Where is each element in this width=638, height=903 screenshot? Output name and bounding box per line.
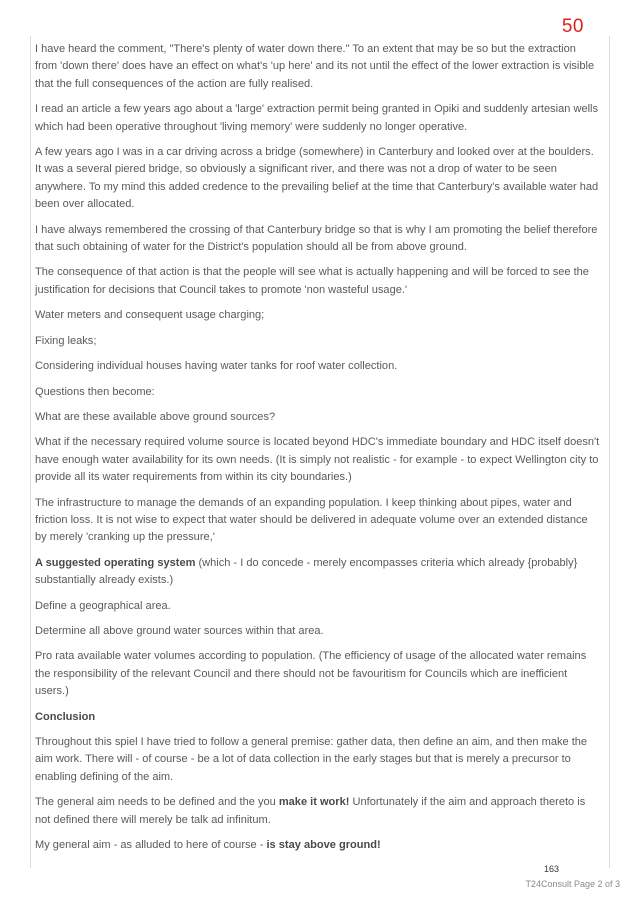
- paragraph: A few years ago I was in a car driving across a bridge (somewhere) in Canterbury and looked over at the boulders. It was a several piered bridge, so obviously a significant river, and there was not a drop of water to be seen anywhere. To my mind this added credence to the prevailing belief at the time that Canterbury's available water had been over allocated.: [35, 146, 599, 211]
- paragraph: I have always remembered the crossing of that Canterbury bridge so that is why I am promoting the belief therefore that such obtaining of water for the District's population should all be from above ground.: [35, 223, 598, 254]
- paragraph: The consequence of that action is that the people will see what is actually happening and will be forced to see the justification for decisions that Council takes to promote 'non wasteful usage.': [35, 266, 589, 296]
- final-paragraph: My general aim - as alluded to here of course - is stay above ground!: [35, 839, 381, 852]
- system-text: (which - I do concede - merely encompasses criteria which already {probably} substantially already exists.): [35, 556, 578, 587]
- submission-body: [35, 41, 601, 862]
- conclusion-heading: Conclusion: [35, 710, 96, 723]
- aim-paragraph: The general aim needs to be defined and the you make it work! Unfortunately if the aim and approach thereto is not defined there will merely be talk ad infinitum.: [35, 796, 586, 826]
- paragraph: I read an article a few years ago about a 'large' extraction permit being granted in Opiki and suddenly artesian wells which had been operative throughout 'living memory' were suddenly no longer operative.: [35, 103, 599, 133]
- paragraph: I have heard the comment, "There's plenty of water down there." To an extent that may be so but the extraction from 'down there' does have an effect on what's 'up here' and its not until the effect of the lower extraction is visible that the full consequences of the action are fully realised.: [35, 43, 595, 90]
- step-item: Determine all above ground water sources within that area.: [35, 624, 324, 637]
- list-item: Water meters and consequent usage charging;: [35, 309, 265, 322]
- footer-page-label: T24Consult Page 2 of 3: [525, 879, 620, 889]
- system-heading: A suggested operating system: [35, 556, 196, 569]
- page-stamp-number: 50: [561, 16, 584, 37]
- list-item: Fixing leaks;: [35, 334, 97, 347]
- question: What are these available above ground sources?: [35, 410, 276, 423]
- footer-document-number: 163: [544, 864, 560, 874]
- list-item: Considering individual houses having water tanks for roof water collection.: [35, 360, 398, 373]
- paragraph: Throughout this spiel I have tried to follow a general premise: gather data, then define an aim, and then make the aim work. There will - of course - be a lot of data collection in the early stages but that is merely a precursor to enabling defining of the aim.: [35, 736, 588, 783]
- emphasis: is stay above ground!: [266, 839, 381, 852]
- step-item: Pro rata available water volumes according to population. (The efficiency of usage of the allocated water remains the responsibility of the relevant Council and there should not be favouritism for Councils which are inefficient users.): [35, 650, 587, 698]
- paragraph: The infrastructure to manage the demands of an expanding population. I keep thinking about pipes, water and friction loss. It is not wise to expect that water should be delivered in adequate volume over an extended distance by merely 'cranking up the pressure,': [35, 496, 588, 544]
- system-paragraph: [35, 555, 601, 590]
- question: What if the necessary required volume source is located beyond HDC's immediate boundary and HDC itself doesn't have enough water availability for its own needs. (It is simply not realistic - for example - to expect Wellington city to provide all its water requirements from within its city boundaries.): [35, 436, 600, 484]
- paragraph: Questions then become:: [35, 385, 155, 398]
- emphasis: make it work!: [278, 796, 350, 809]
- step-item: Define a geographical area.: [35, 599, 171, 612]
